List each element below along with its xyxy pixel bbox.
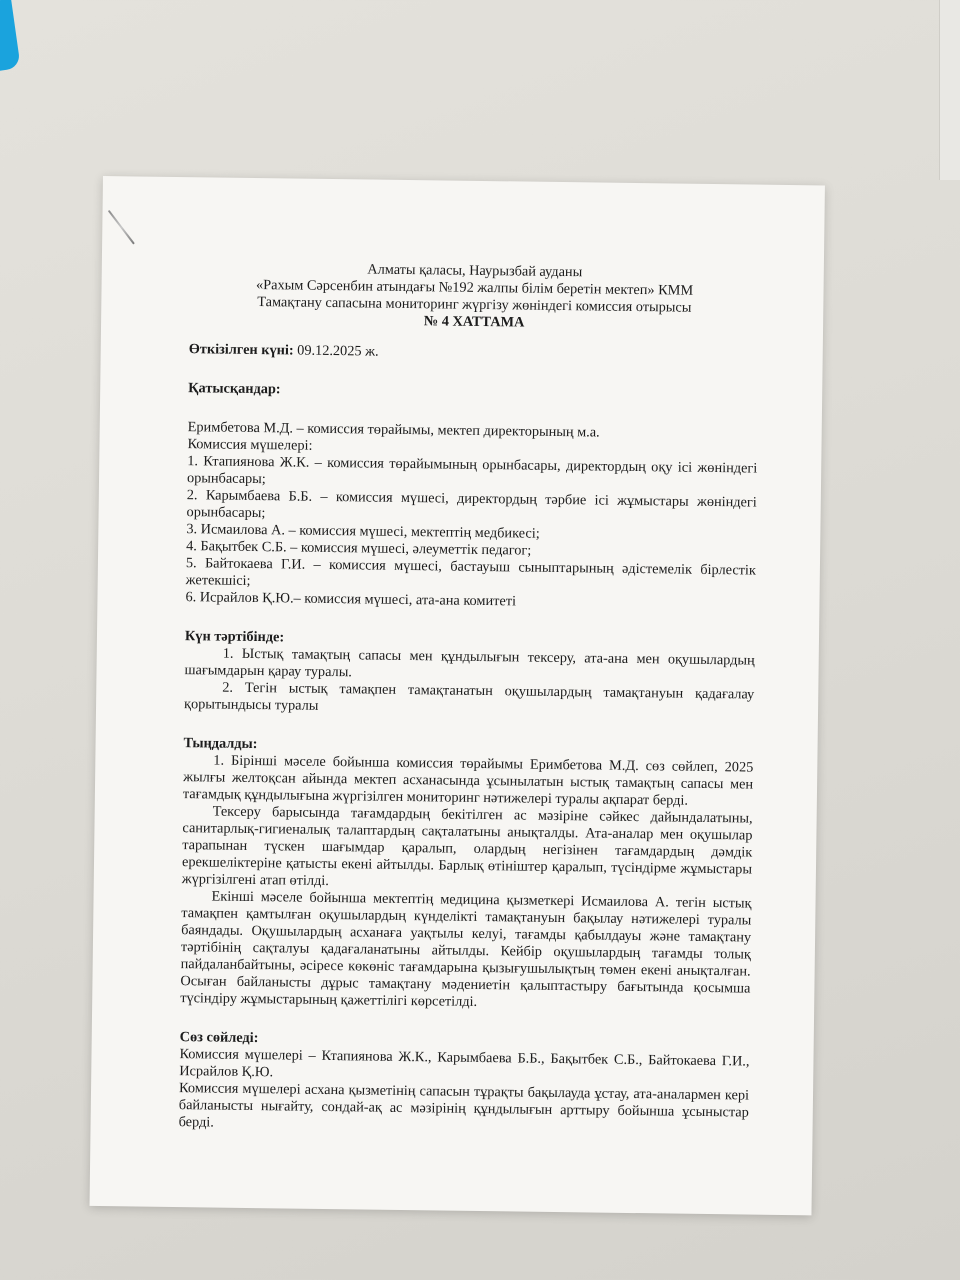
header-school: «Рахым Сәрсенбин атындағы №192 жалпы білім беретін мектеп» КММ	[255, 277, 694, 299]
document-page	[90, 176, 825, 1215]
member-item: 1. Ктапиянова Ж.К. – комиссия төрайымының орынбасары, директордың оқу ісі жөніндегі орынбасары;	[186, 453, 758, 488]
agenda-item: 2. Тегін ыстық тамақпен тамақтанатын оқушылардың тамақтануын қадағалау қорытындысы туралы	[183, 679, 755, 714]
heard-heading: Тыңдалды:	[183, 735, 258, 753]
member-item: 3. Исмаилова А. – комиссия мүшесі, мектептің медбикесі;	[186, 521, 540, 542]
header-commission: Тамақтану сапасына мониторинг жүргізу жөніндегі комиссия отырысы	[257, 294, 692, 316]
date-value: 09.12.2025 ж.	[293, 342, 379, 360]
member-item: 4. Бақытбек С.Б. – комиссия мүшесі, әлеуметтік педагог;	[186, 538, 532, 559]
member-item: 2. Карымбаева Б.Б. – комиссия мүшесі, директордың тәрбие ісі жұмыстары жөніндегі орынбасары;	[186, 487, 757, 522]
heard-paragraph: Тексеру барысында тағамдардың бекітілген ас мәзіріне сәйкес дайындалатыны, санитарлық-гигиеналық талаптардың сақталатыны анықталды. Ата-аналар мен оқушылар тарапынан түскен шағымдар қаралып, олардың негізінен тағамдардың дәмдік ерекшеліктеріне қатысты екені айтылды. Барлық өтініштер қаралып, түсіндірме жұмыстары жүргізілгені атап өтілді.	[181, 803, 753, 890]
heard-paragraph: Екінші мәселе бойынша мектептің медицина қызметкері Исмаилова А. тегін ыстық тамақпен қамтылған оқушылардың күнделікті тамақтануын бақылау нәтижелері туралы баяндады. Оқушылардың асханаға уақтылы келуі, тағамды қабылдауы және тамақтану тәртібінің сақталуы қадағаланатыны айтылды. Кейбір оқушылардың тағамды толық пайдаланбайтыны, әсіресе көкөніс тағамдарына қызығушылықтың төмен екені анықталған. Осыған байланысты дұрыс тамақтану мәдениетін қалыптастыру бағытында қосымша түсіндіру жұмыстарының қажеттілігі көрсетілді.	[180, 888, 752, 1010]
staple-icon	[108, 210, 135, 245]
speakers-line: Комиссия мүшелері – Ктапиянова Ж.К., Карымбаева Б.Б., Бақытбек С.Б., Байтокаева Г.И., Исрайлов Қ.Ю.	[179, 1046, 750, 1081]
member-item: 6. Исрайлов Қ.Ю.– комиссия мүшесі, ата-ана комитеті	[185, 589, 517, 610]
header-city: Алматы қаласы, Наурызбай ауданы	[367, 261, 583, 281]
member-item: 5. Байтокаева Г.И. – комиссия мүшесі, бастауыш сыныптарының әдістемелік бірлестік жетекшісі;	[185, 555, 756, 589]
document-content	[179, 259, 760, 1138]
heard-paragraph: 1. Бірінші мәселе бойынша комиссия төрайымы Еримбетова М.Д. сөз сөйлеп, 2025 жылғы желтоқсан айында мектеп асханасында ұсынылатын ыстық тамақтың сапасы мен тағамдық құндылығына жүргізілген мониторинг нәтижелері туралы ақпарат берді.	[182, 752, 754, 809]
members-label: Комиссия мүшелері:	[187, 436, 313, 454]
participants-heading: Қатысқандар:	[188, 380, 281, 398]
spoke-summary: Комиссия мүшелері асхана қызметінің сапасын тұрақты бақылауда ұстау, ата-аналармен кері байланысты нығайту, сондай-ақ ас мәзірінің құндылығын арттыру бойынша ұсыныстар берді.	[178, 1080, 750, 1131]
document-header	[189, 259, 760, 334]
spoke-heading: Сөз сөйледі:	[179, 1029, 259, 1047]
date-label: Өткізілген күні:	[188, 341, 294, 359]
agenda-item: 1. Ыстық тамақтың сапасы мен құндылығын тексеру, ата-ана мен оқушылардың шағымдарын қарау туралы.	[184, 645, 755, 681]
blue-object	[0, 0, 21, 71]
background-sheet	[939, 0, 960, 180]
agenda-heading: Күн тәртібінде:	[184, 628, 285, 646]
chair-line: Еримбетова М.Д. – комиссия төрайымы, мектеп директорының м.а.	[187, 419, 600, 441]
document-title: № 4 ХАТТАМА	[423, 313, 525, 331]
